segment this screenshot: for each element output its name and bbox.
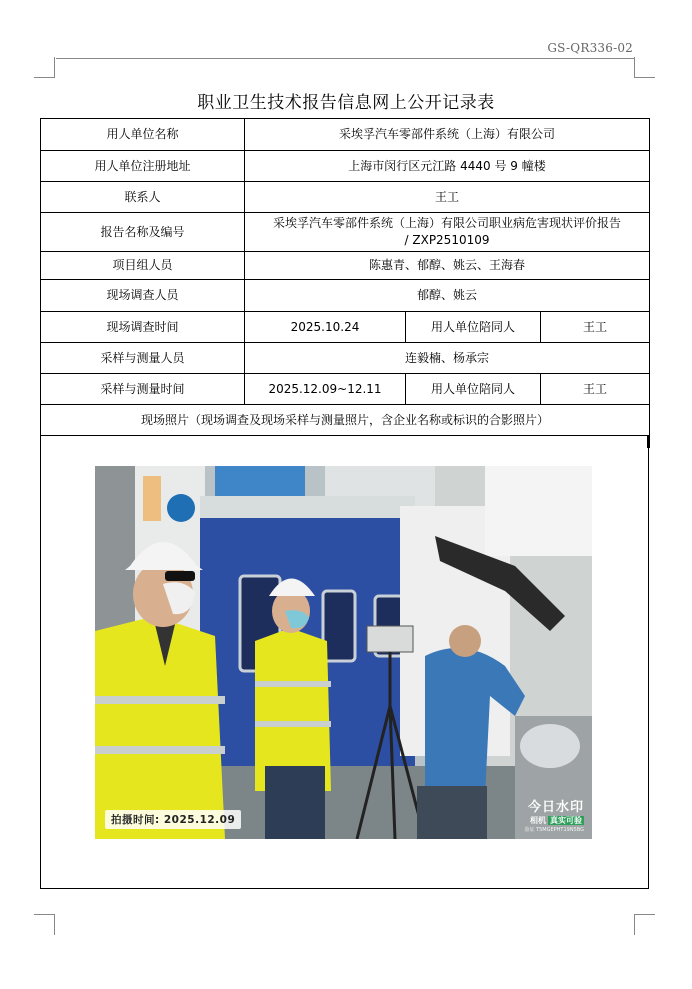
table-row: [41, 343, 650, 374]
label-registered-address: 用人单位注册地址: [41, 151, 245, 182]
document-title: 职业卫生技术报告信息网上公开记录表: [197, 93, 495, 113]
value-report-name: [245, 213, 650, 252]
report-name-line2: / ZXP2510109: [404, 233, 490, 247]
watermark-capture-time: 拍摄时间: 2025.12.09: [105, 810, 241, 829]
label-survey-time: 现场调查时间: [41, 312, 245, 343]
table-row: [41, 312, 650, 343]
table-row: [41, 151, 650, 182]
crop-mark-top-right: [634, 57, 655, 78]
label-sampling-time: 采样与测量时间: [41, 374, 245, 405]
value-employer-name: 采埃孚汽车零部件系统（上海）有限公司: [245, 119, 650, 151]
value-registered-address: 上海市闵行区元江路 4440 号 9 幢楼: [245, 151, 650, 182]
label-sampling-staff: 采样与测量人员: [41, 343, 245, 374]
value-sampling-time: 2025.12.09~12.11: [245, 374, 406, 405]
table-row: [41, 119, 650, 151]
header-rule: [56, 58, 634, 59]
site-photo-illustration: [95, 466, 592, 839]
watermark-app-name: 今日水印: [527, 800, 584, 815]
crop-mark-bottom-left: [34, 914, 55, 935]
value-project-team: 陈惠青、郁醇、姚云、王海春: [245, 252, 650, 280]
watermark-verify-code: 验证 T5MGEPHT19N5BG: [524, 827, 584, 833]
table-row: [41, 374, 650, 405]
table-row: [41, 405, 650, 436]
watermark-app-sub2: 真实可验: [550, 816, 582, 825]
label-survey-escort: 用人单位陪同人: [406, 312, 541, 343]
record-table: [40, 118, 650, 436]
label-employer-name: 用人单位名称: [41, 119, 245, 151]
crop-mark-top-left: [34, 57, 55, 78]
value-contact: 王工: [245, 182, 650, 213]
label-contact: 联系人: [41, 182, 245, 213]
document-code: GS-QR336-02: [547, 41, 633, 55]
table-row: [41, 213, 650, 252]
table-row: [41, 252, 650, 280]
value-sampling-escort: 王工: [541, 374, 650, 405]
site-photo: [95, 466, 592, 839]
label-report-name: 报告名称及编号: [41, 213, 245, 252]
table-row: [41, 182, 650, 213]
photo-section-heading: 现场照片（现场调查及现场采样与测量照片，含企业名称或标识的合影照片）: [41, 405, 650, 436]
value-survey-escort: 王工: [541, 312, 650, 343]
value-sampling-staff: 连毅楠、杨承宗: [245, 343, 650, 374]
label-survey-staff: 现场调查人员: [41, 280, 245, 312]
watermark-app-tagline: [524, 815, 584, 826]
watermark-app-badge: [524, 796, 584, 833]
value-survey-time: 2025.10.24: [245, 312, 406, 343]
value-survey-staff: 郁醇、姚云: [245, 280, 650, 312]
crop-mark-bottom-right: [634, 914, 655, 935]
report-name-line1: 采埃孚汽车零部件系统（上海）有限公司职业病危害现状评价报告: [273, 216, 622, 230]
label-project-team: 项目组人员: [41, 252, 245, 280]
table-row: [41, 280, 650, 312]
table-edge-mark: [647, 435, 650, 448]
watermark-app-sub1: 相机: [530, 816, 546, 825]
label-sampling-escort: 用人单位陪同人: [406, 374, 541, 405]
